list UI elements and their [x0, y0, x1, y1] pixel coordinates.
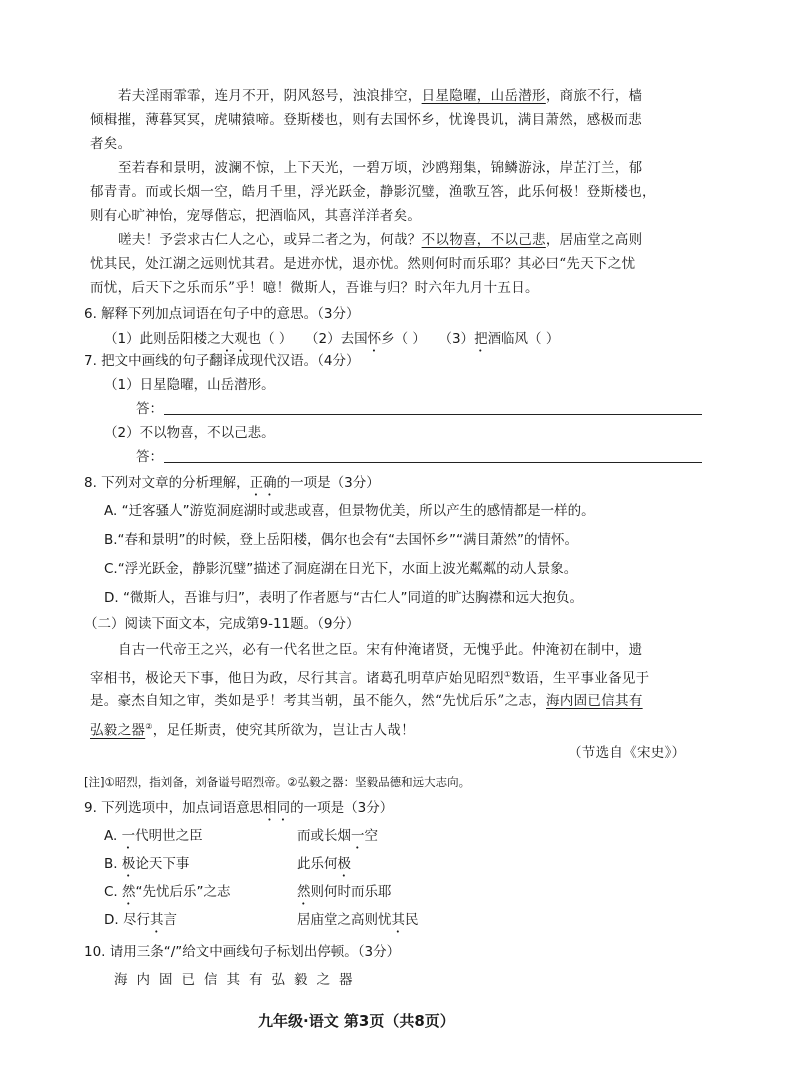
passage2-note: [注]①昭烈，指刘备，刘备谥号昭烈帝。②弘毅之器：坚毅品德和远大志向。	[84, 775, 471, 789]
text-segment: ，足任斯责，使究其所欲为，岂让古人哉！	[152, 722, 415, 739]
q6-item1-text: （1）此则岳阳楼之	[104, 331, 221, 347]
q6-item1-blank[interactable]: 也（ ）	[247, 331, 293, 347]
q8-option-d[interactable]: D. “微斯人，吾谁与归”，表明了作者愿与“古仁人”同道的旷达胸襟和远大抱负。	[104, 590, 583, 606]
dotted-word: 怀	[367, 331, 382, 347]
dotted-word: 其	[149, 912, 164, 928]
q7-answer-label-1: 答：	[136, 401, 163, 417]
footnote-mark: ①	[504, 670, 512, 679]
underlined-sentence: 不以物喜，不以己悲	[421, 232, 546, 248]
passage2-source: （节选自《宋史》）	[568, 745, 686, 761]
q8-stem	[84, 474, 380, 499]
dotted-word: 相同	[263, 800, 291, 816]
q9-option-c-left[interactable]: C. 然“先忧后乐”之志	[104, 884, 231, 900]
q9-option-b-right: 此乐何极	[297, 856, 351, 872]
dotted-word: 其	[391, 912, 405, 928]
dotted-word: 极	[121, 856, 136, 872]
underlined-sentence: 日星隐曜，山岳潜形	[421, 88, 546, 104]
text-segment: 若夫淫雨霏霏，连月不开，阴风怒号，浊浪排空，	[118, 88, 422, 104]
passage-p2-line3: 则有心旷神怡，宠辱偕忘，把酒临风，其喜洋洋者矣。	[90, 208, 422, 224]
dotted-word: 极	[337, 856, 351, 872]
q9-stem	[84, 799, 393, 824]
passage-p1-line1	[118, 87, 642, 105]
q7-stem: 7. 把文中画线的句子翻译成现代汉语。（4分）	[84, 353, 360, 369]
text-segment: 的一项是（3分）	[276, 475, 380, 491]
text-segment: 9. 下列选项中，加点词语意思	[84, 800, 264, 816]
page-footer: 九年级·语文 第3页（共8页）	[258, 1012, 455, 1030]
q9-option-a-right: 而或长烟一空	[297, 828, 378, 844]
q9-option-a-left[interactable]: A. 一代明世之臣	[104, 828, 203, 844]
passage-p3-line2: 忧其民，处江湖之远则忧其君。是进亦忧，退亦忧。然则何时而乐耶？其必曰“先天下之忧	[90, 256, 636, 272]
q6-item2-text: （2）去国	[304, 331, 368, 347]
q6-item3-text: （3）	[438, 331, 475, 347]
text-segment: ，商旅不行，樯	[545, 88, 643, 104]
passage2-line4	[90, 718, 415, 740]
q10-sentence[interactable]: 海内固已信其有弘毅之器	[114, 972, 362, 988]
footnote-mark: ②	[145, 722, 153, 731]
passage-p2-line1: 至若春和景明，波澜不惊，上下天光，一碧万顷，沙鸥翔集，锦鳞游泳，岸芷汀兰，郁	[118, 160, 643, 176]
dotted-word: 然	[122, 884, 136, 900]
q7-sentence2: （2）不以物喜，不以己悲。	[104, 425, 275, 441]
q9-option-d-left[interactable]: D. 尽行其言	[104, 912, 177, 928]
section2-heading: （二）阅读下面文本，完成第9-11题。（9分）	[84, 616, 360, 632]
passage-p1-line3: 者矣。	[90, 136, 132, 152]
q6-stem: 6. 解释下列加点词语在句子中的意思。（3分）	[84, 306, 360, 322]
text-segment: 嗟夫！予尝求古仁人之心，或异二者之为，何哉？	[118, 232, 422, 248]
passage2-line3	[90, 692, 643, 710]
q8-option-b[interactable]: B.“春和景明”的时候，登上岳阳楼，偶尔也会有“去国怀乡”“满目萧然”的情怀。	[104, 532, 579, 548]
q9-option-c-right: 然则何时而乐耶	[297, 884, 392, 900]
text-segment: 的一项是（3分）	[290, 800, 394, 816]
passage-p2-line2: 郁青青。而或长烟一空，皓月千里，浮光跃金，静影沉璧，渔歌互答，此乐何极！登斯楼也，	[90, 184, 656, 200]
q8-option-c[interactable]: C.“浮光跃金，静影沉璧”描述了洞庭湖在日光下，水面上波光粼粼的动人景象。	[104, 561, 578, 577]
passage-p1-line2: 倾楫摧，薄暮冥冥，虎啸猿啼。登斯楼也，则有去国怀乡，忧谗畏讥，满目萧然，感极而悲	[90, 112, 642, 128]
dotted-word: 把	[474, 331, 488, 347]
q6-item3-blank[interactable]: 酒临风（ ）	[487, 331, 560, 347]
q6-item2-blank[interactable]: 乡（ ）	[381, 331, 426, 347]
dotted-word: 一	[121, 828, 136, 844]
passage2-line1: 自古一代帝王之兴，必有一代名世之臣。宋有仲淹诸贤，无愧乎此。仲淹初在制中，遗	[118, 642, 643, 658]
text-segment: ，居庙堂之高则	[545, 232, 643, 248]
q7-answer-line-2[interactable]	[164, 462, 702, 463]
q7-answer-label-2: 答：	[136, 449, 163, 465]
q9-option-b-left[interactable]: B. 极论天下事	[104, 856, 190, 872]
passage-p3-line1	[118, 231, 642, 249]
q9-option-d-right: 居庙堂之高则忧其民	[297, 912, 419, 928]
q7-sentence1: （1）日星隐曜，山岳潜形。	[104, 377, 275, 393]
passage-p3-line3: 而忧，后天下之乐而乐”乎！噫！微斯人，吾谁与归？时六年九月十五日。	[90, 280, 539, 296]
underlined-sentence: 海内固已信其有	[546, 693, 643, 709]
dotted-word: 然	[297, 884, 311, 900]
q10-stem: 10. 请用三条“/”给文中画线句子标划出停顿。（3分）	[84, 944, 401, 960]
text-segment: 数语，生平事业备见于	[511, 670, 650, 687]
dotted-word: 一	[351, 828, 365, 844]
q8-option-a[interactable]: A. “迁客骚人”游览洞庭湖时或悲或喜，但景物优美，所以产生的感情都是一样的。	[104, 503, 595, 519]
dotted-word: 正确	[249, 475, 277, 491]
underlined-sentence: 弘毅之器	[90, 722, 146, 739]
dotted-word: 大观	[220, 331, 248, 347]
text-segment: 8. 下列对文章的分析理解，	[84, 475, 250, 491]
q7-answer-line-1[interactable]	[164, 414, 702, 415]
passage2-line2	[90, 666, 649, 688]
text-segment: 宰相书，极论天下事，他日为政，尽行其言。诸葛孔明草庐始见昭烈	[90, 670, 504, 687]
text-segment: 是。豪杰自知之审，类如是乎！考其当朝，虽不能久，然“先忧后乐”之志，	[90, 693, 547, 709]
